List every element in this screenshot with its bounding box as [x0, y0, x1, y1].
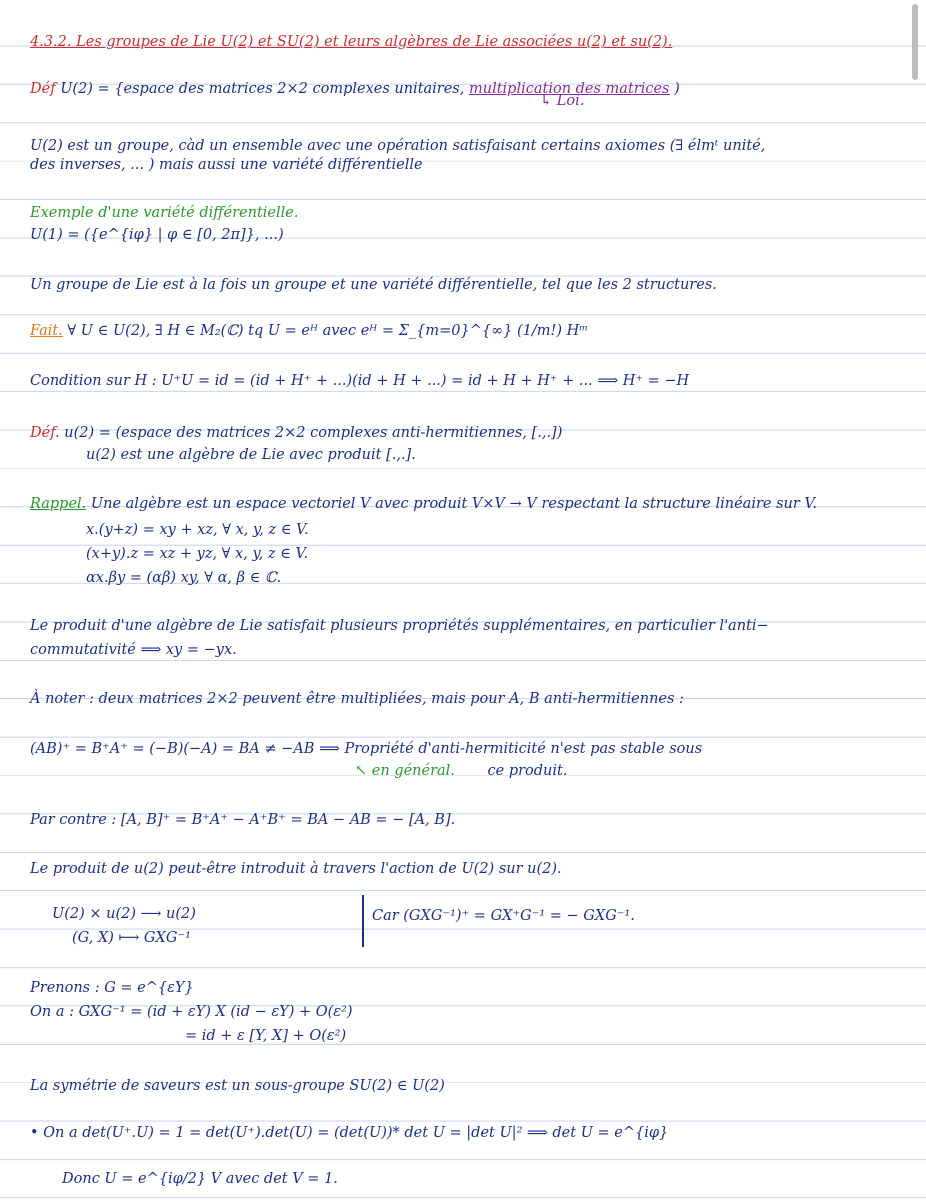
ce-produit-text: ce produit. — [487, 763, 568, 779]
def-lie-algebra-text: u(2) = (espace des matrices 2×2 complexes anti-hermitiennes, [.,.]) — [64, 425, 563, 441]
example-formula: U(1) = ({e^{iφ} | φ ∈ [0, 2π]}, ...) — [30, 227, 284, 243]
ab-general-line — [355, 762, 904, 780]
par-contre-line: Par contre : [A, B]⁺ = B⁺A⁺ − A⁺B⁺ = BA − AB = − [A, B]. — [30, 812, 456, 828]
fait-line — [30, 322, 904, 340]
symmetry-line: La symétrie de saveurs est un sous-groupe SU(2) ∈ U(2) — [30, 1078, 445, 1094]
map-line-2: (G, X) ⟼ GXG⁻¹ — [72, 930, 191, 946]
car-line: Car (GXG⁻¹)⁺ = GX⁺G⁻¹ = − GXG⁻¹. — [372, 908, 635, 924]
en-general-note: ↖ en général. — [355, 763, 455, 779]
noter-line: À noter : deux matrices 2×2 peuvent être multipliées, mais pour A, B anti-hermitiennes : — [30, 691, 684, 707]
def-u2-close: ) — [674, 81, 680, 97]
def-u2-text: U(2) = {espace des matrices 2×2 complexes unitaires, — [60, 81, 465, 97]
donc-line: Donc U = e^{iφ/2} V avec det V = 1. — [62, 1171, 338, 1187]
def-lie-algebra — [30, 424, 904, 442]
rappel-axiom-3: αx.βy = (αβ) xy, ∀ α, β ∈ ℂ. — [86, 570, 282, 586]
def-tag: Déf — [30, 81, 56, 97]
rappel-text: Une algèbre est un espace vectoriel V avec produit V×V → V respectant la structure linéaire sur V. — [90, 496, 817, 512]
product-line-1: Le produit d'une algèbre de Lie satisfait plusieurs propriétés supplémentaires, en particulier l'anti− — [30, 618, 769, 634]
scrollbar[interactable] — [912, 4, 918, 80]
prenons-line: Prenons : G = e^{εY} — [30, 980, 194, 996]
fait-text: ∀ U ∈ U(2), ∃ H ∈ M₂(ℂ) tq U = eᴴ avec eᴴ = Σ_{m=0}^{∞} (1/m!) Hᵐ — [67, 323, 589, 339]
def-lie-algebra-line-2: u(2) est une algèbre de Lie avec produit [.,.]. — [86, 447, 416, 463]
group-line-2: des inverses, ... ) mais aussi une variété différentielle — [30, 157, 423, 173]
def-u2 — [30, 80, 904, 98]
on-a-line-1: On a : GXG⁻¹ = (id + εY) X (id − εY) + O(ε²) — [30, 1004, 353, 1020]
rappel-tag: Rappel. — [30, 496, 87, 512]
multiplication-label: multiplication des matrices — [468, 81, 670, 97]
map-line-1: U(2) × u(2) ⟶ u(2) — [52, 906, 196, 922]
example-title: Exemple d'une variété différentielle. — [30, 205, 299, 221]
det-line: • On a det(U⁺.U) = 1 = det(U⁺).det(U) = (det(U))* det U = |det U|² ⟹ det U = e^{iφ} — [30, 1125, 669, 1141]
ab-dagger-line: (AB)⁺ = B⁺A⁺ = (−B)(−A) = BA ≠ −AB ⟹ Propriété d'anti-hermiticité n'est pas stable sous — [30, 741, 703, 757]
on-a-line-2: = id + ε [Y, X] + O(ε²) — [185, 1028, 347, 1044]
section-title-text: 4.3.2. Les groupes de Lie U(2) et SU(2) et leurs algèbres de Lie associées u(2) et su(2). — [30, 34, 673, 50]
fait-tag: Fait. — [30, 323, 63, 339]
action-line: Le produit de u(2) peut-être introduit à travers l'action de U(2) sur u(2). — [30, 861, 562, 877]
condition-line: Condition sur H : U⁺U = id = (id + H⁺ + ...)(id + H + ...) = id + H + H⁺ + ... ⟹ H⁺ = −H — [30, 373, 690, 389]
separator-bar — [362, 895, 364, 947]
section-title — [30, 33, 904, 51]
group-line-1: U(2) est un groupe, càd un ensemble avec une opération satisfaisant certains axiomes (∃ élmᵗ unité, — [30, 138, 766, 154]
loi-annotation: ↳ Loi. — [540, 93, 585, 109]
rappel-axiom-2: (x+y).z = xz + yz, ∀ x, y, z ∈ V. — [86, 546, 309, 562]
lie-group-definition: Un groupe de Lie est à la fois un groupe et une variété différentielle, tel que les 2 structures. — [30, 277, 717, 293]
def-tag-2: Déf. — [30, 425, 60, 441]
rappel-line — [30, 495, 904, 513]
rappel-axiom-1: x.(y+z) = xy + xz, ∀ x, y, z ∈ V. — [86, 522, 309, 538]
product-line-2: commutativité ⟹ xy = −yx. — [30, 642, 237, 658]
